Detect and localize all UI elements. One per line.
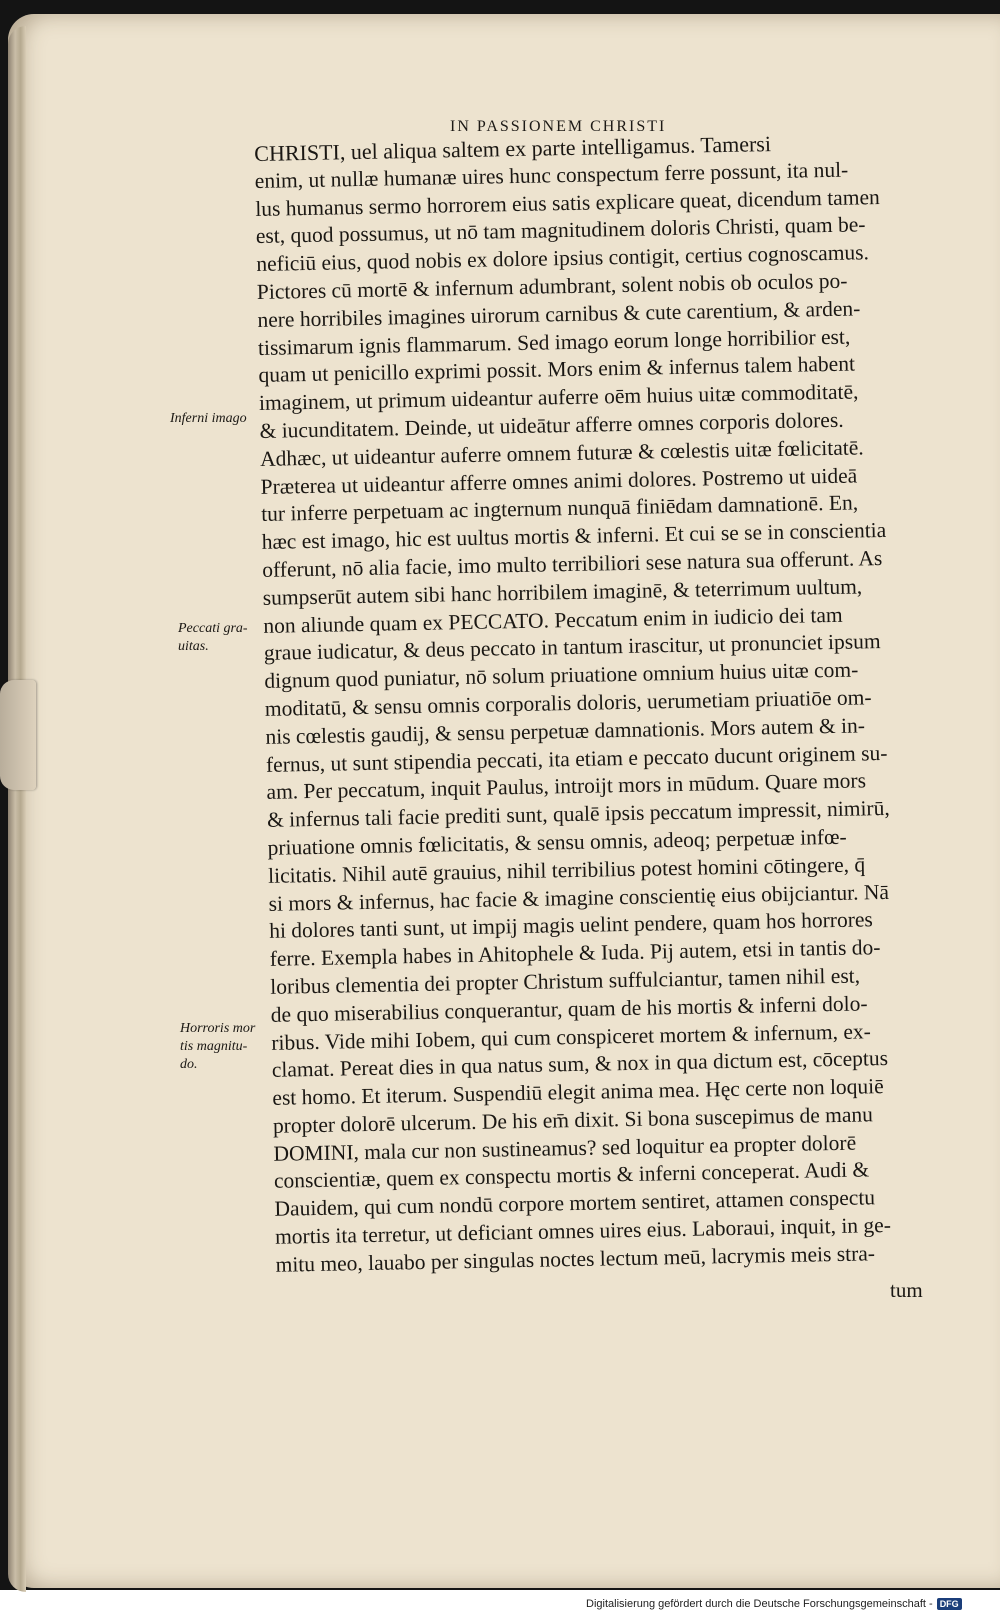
text-line: & infernus tali facie prediti sunt, qualē ipsis peccatum impressit, nimirū,: [266, 796, 890, 832]
text-line: am. Per peccatum, inquit Paulus, introijt mors in mūdum. Quare mors: [266, 768, 867, 805]
text-line: quam ut penicillo exprimi possit. Mors enim & infernus talem habent: [258, 351, 856, 388]
text-line: conscientiæ, quem ex conspectu mortis & inferni conceperat. Audi &: [273, 1157, 870, 1194]
text-line: sumpserūt autem sibi hanc horribilem imaginē, & teterrimum uultum,: [262, 574, 863, 610]
text-line: mitu meo, lauabo per singulas noctes lectum meū, lacrymis meis stra-: [275, 1241, 876, 1277]
bookmark-tab: [0, 680, 36, 790]
text-line: enim, ut nullæ humanæ uires hunc conspectum ferre possunt, ita nul-: [254, 157, 849, 193]
text-line: ribus. Vide mihi Iobem, qui cum conspiceret mortem & infernum, ex-: [271, 1018, 872, 1055]
text-line: fernus, ut sunt stipendia peccati, ita etiam e peccato ducunt originem su-: [265, 740, 888, 777]
text-line: ferre. Exempla habes in Ahitophele & Iuda. Pij autem, etsi in tantis do-: [269, 935, 881, 971]
dfg-logo-icon: DFG: [937, 1598, 962, 1610]
text-line: DOMINI, mala cur non sustineamus? sed loquitur ea propter dolorē: [273, 1130, 857, 1166]
text-line: graue iudicatur, & deus peccato in tantum irascitur, ut pronunciet ipsum: [263, 629, 881, 666]
text-line: Adhæc, ut uideantur auferre omnem futuræ & cœlestis uitæ fœlicitatē.: [259, 435, 864, 471]
text-line: & iucunditatem. Deinde, ut uideātur afferre omnes corporis dolores.: [259, 407, 844, 443]
text-line: moditatū, & sensu omnis corporalis doloris, uerumetiam priuatiōe om-: [264, 685, 872, 721]
text-line: est, quod possumus, ut nō tam magnitudinem doloris Christi, quam be-: [255, 212, 866, 249]
body-text: [254, 127, 966, 1280]
text-line: Dauidem, qui cum nondū corpore mortem sentiret, attamen conspectu: [274, 1185, 876, 1222]
margin-note-line: uitas.: [178, 639, 209, 654]
text-line: offerunt, nō alia facie, imo multo terribiliori sese natura sua offerunt. As: [262, 545, 883, 582]
margin-note-line: Peccati gra-: [178, 621, 248, 636]
text-line: Pictores cū mortē & infernum adumbrant, solent nobis ob oculos po-: [256, 268, 848, 304]
text-line: de quo miserabilius conquerantur, quam de his mortis & inferni dolo-: [270, 991, 868, 1027]
text-line: lus humanus sermo horrorem eius satis explicare queat, dicendum tamen: [255, 184, 880, 221]
margin-note-line: Horroris mor: [180, 1021, 256, 1036]
text-line: imaginem, ut primum uideantur auferre oēm huius uitæ commoditatē,: [258, 379, 859, 416]
margin-note-line: tis magnitu-: [180, 1039, 248, 1054]
digitization-credit: [586, 1598, 962, 1610]
text-line: est homo. Et iterum. Suspendiū elegit anima mea. Hęc certe non loquiē: [272, 1074, 884, 1110]
text-line: Præterea ut uideantur afferre omnes animi dolores. Postremo ut uideā: [260, 463, 858, 499]
text-line: CHRISTI, uel aliqua saltem ex parte intelligamus. Tamersi: [254, 131, 772, 166]
margin-note-peccati-grauitas: [178, 620, 268, 656]
text-line: hæc est imago, hic est uultus mortis & inferni. Et cui se se in conscientia: [261, 518, 887, 555]
margin-note-inferni-imago: [170, 410, 260, 428]
text-line: tissimarum ignis flammarum. Sed imago eorum longe horribilior est,: [257, 324, 851, 360]
text-line: propter dolorē ulcerum. De his em̄ dixit. Si bona suscepimus de manu: [272, 1102, 874, 1138]
text-line: non aliunde quam ex PECCATO. Peccatum enim in iudicio dei tam: [263, 602, 843, 638]
text-line: nere horribiles imagines uirorum carnibus & cute carentium, & arden-: [257, 296, 861, 332]
text-line: dignum quod puniatur, nō solum priuatione omnium huius uitæ com-: [264, 657, 859, 694]
text-line: loribus clementia dei propter Christum suffulciantur, tamen nihil est,: [270, 963, 861, 999]
text-line: priuatione omnis fœlicitatis, & sensu omnis, adeoq; perpetuæ infœ-: [267, 824, 847, 860]
text-line: hi dolores tanti sunt, ut impij magis uelint pendere, quam hos horrores: [268, 907, 874, 944]
text-line: tur inferre perpetuam ac ingternum nunquā finiēdam damnationē. En,: [260, 490, 859, 527]
text-line: clamat. Pereat dies in qua natus sum, & nox in qua dictum est, cōceptus: [271, 1046, 889, 1083]
text-line: nis cœlestis gaudij, & sensu perpetuæ damnationis. Mors autem & in-: [265, 713, 866, 749]
margin-note-horroris: [180, 1020, 270, 1074]
margin-note-line: Inferni imago: [170, 411, 247, 426]
credit-text: Digitalisierung gefördert durch die Deutsche Forschungsgemeinschaft -: [586, 1598, 933, 1610]
running-head: IN PASSIONEM CHRISTI: [450, 118, 667, 135]
text-line: mortis ita terretur, ut deficiant omnes uires eius. Laboraui, inquit, in ge-: [274, 1213, 892, 1249]
text-line: neficiū eius, quod nobis ex dolore ipsius contigit, certius cognoscamus.: [256, 240, 870, 277]
page-edge: [8, 26, 26, 1592]
text-line: licitatis. Nihil autē grauius, nihil terribilius potest homini cōtingere, q̄: [267, 852, 866, 888]
margin-note-line: do.: [180, 1057, 198, 1072]
text-line: si mors & infernus, hac facie & imagine conscientię eius obijciantur. Nā: [268, 879, 890, 916]
catchword: tum: [890, 1278, 923, 1302]
